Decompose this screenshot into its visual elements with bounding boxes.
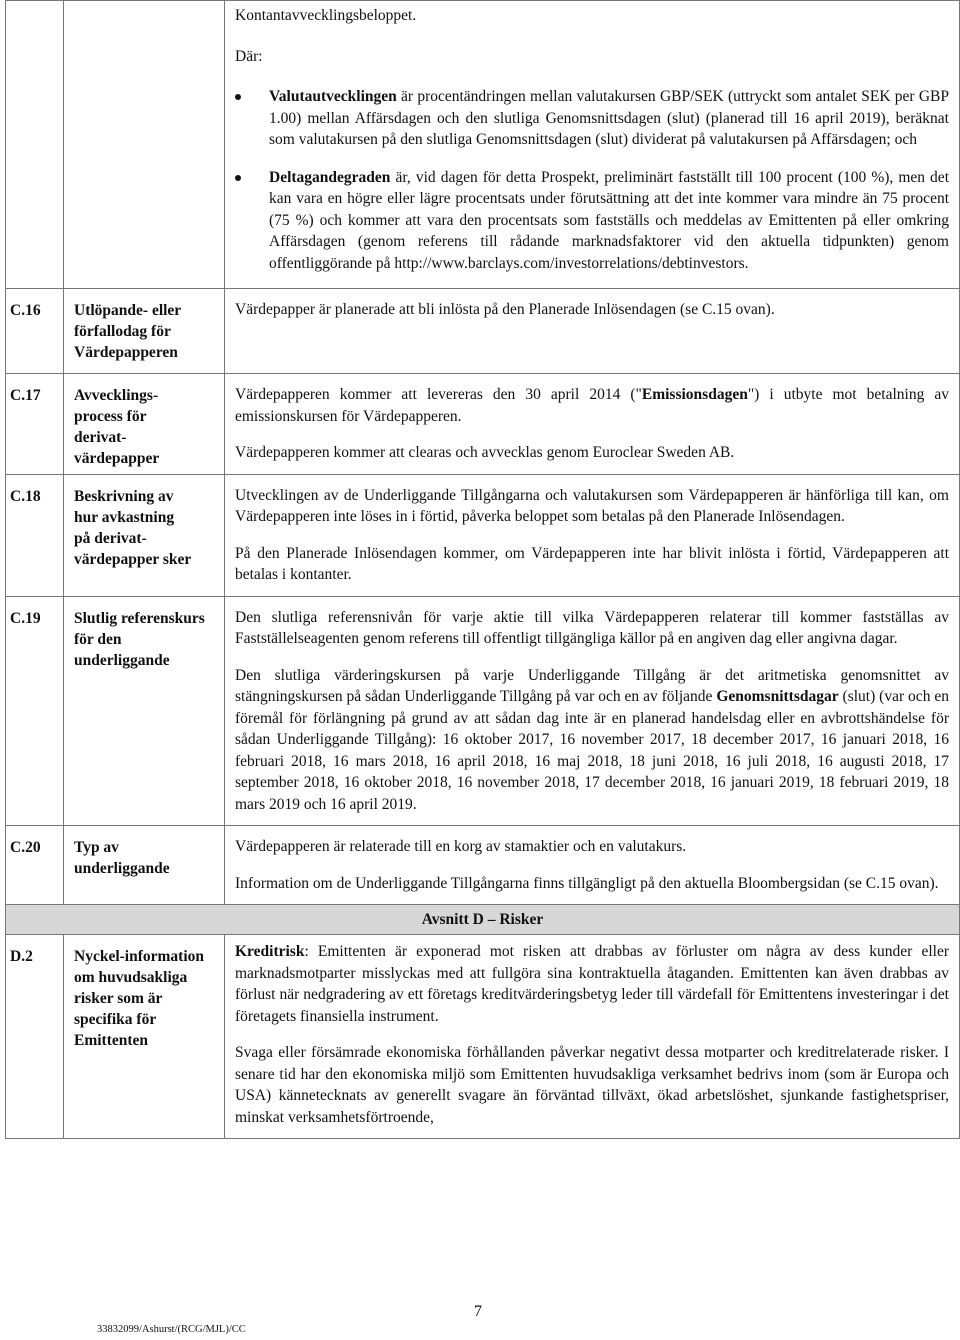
body-paragraph: Svaga eller försämrade ekonomiska förhållanden påverkar negativt dessa motparter och kreditrelaterade risker. I senare tid har den ekonomiska miljö som Emittenten huvudsakliga verksamhet bedrivs inom (som är Europa och USA) kännetecknats av generellt svagare än förväntad tillväxt, ökad arbetslöshet, sjunkande fastighetspriser, minskat verksamhetsförtroende, <box>235 1044 949 1126</box>
body-paragraph: På den Planerade Inlösendagen kommer, om Värdepapperen inte har blivit inlösta i förtid, Värdepapperen att betalas i kontanter. <box>235 544 949 583</box>
element-heading: Slutlig referenskurs för den underliggande <box>74 609 205 669</box>
section-header-row <box>6 905 960 935</box>
body-paragraph: Värdepapper är planerade att bli inlösta på den Planerade Inlösendagen (se C.15 ovan). <box>235 301 775 318</box>
text-run: : Emittenten är exponerad mot risken att drabbas av förluster om några av dess kunder eller marknadsmotparter misslyckas med att fullgöra sina kontraktuella åtaganden. Emittenten kan även drabbas av förlust när nedgradering av ett företags kreditvärderingsbetyg leder till värdefall för Emittentens investeringar i det företagets finansiella instrument. <box>235 943 949 1025</box>
text-run: ") i utbyte mot betalning av emissionskursen för Värdepapperen. <box>235 386 950 425</box>
continuation-body <box>225 1 960 289</box>
definition-fx: är procentändringen mellan valutakursen GBP/SEK (uttryckt som antalet SEK per GBP 1.00) mellan Affärsdagen och den slutliga Genomsnittsdagen (slut) (planerad till 16 april 2019), beräknat som valutakursen på den slutliga Genomsnittsdagen (slut) dividerat på valutakursen på Affärsdagen; och <box>269 88 949 148</box>
element-heading: Utlöpande- eller förfallodag för Värdepapperen <box>74 302 181 361</box>
defined-term: Emissionsdagen <box>641 386 748 403</box>
element-id: C.19 <box>10 609 41 627</box>
row-c20 <box>6 826 960 905</box>
text-run: Den slutliga värderingskursen på varje Underliggande Tillgång är det aritmetiska genomsnittet av stängningskursen på sådan Underliggande Tillgång på var och en av följande <box>235 666 949 705</box>
element-heading: Typ av underliggande <box>74 839 170 877</box>
body-paragraph: Utvecklingen av de Underliggande Tillgångarna och valutakursen som Värdepapperen är hänförliga till kan, om Värdepapperen inte löses in i förtid, påverka beloppet som betalas på den Planerade Inlösendagen. <box>235 486 949 525</box>
definition-list <box>235 86 949 274</box>
document-reference: 33832099/Ashurst/(RCG/MJL)/CC <box>97 1324 246 1335</box>
element-id: C.17 <box>10 387 41 404</box>
body-paragraph: Värdepapperen är relaterade till en korg av stamaktier och en valutakurs. <box>235 838 687 855</box>
row-d2 <box>6 935 960 1139</box>
page-number: 7 <box>474 1303 482 1320</box>
summary-table <box>5 0 960 1139</box>
element-id: C.20 <box>10 839 41 856</box>
id-cell-empty <box>6 1 64 289</box>
defined-term: Kreditrisk <box>235 943 305 960</box>
text-run: Värdepapperen kommer att levereras den 30 april 2014 (" <box>235 386 642 403</box>
term-fx: Valutautvecklingen <box>269 88 397 105</box>
row-c17 <box>6 374 960 475</box>
row-c16 <box>6 289 960 374</box>
body-paragraph <box>235 941 949 1027</box>
definition-item-participation <box>235 167 949 275</box>
text-run: (slut) (var och en föremål för förlängning på grund av att sådan dag inte är en planerad handelsdag eller en avbrottshändelse för sådan Underliggande Tillgång): 16 oktober 2017, 16 november 2017, 18 december 2017, 16 januari 2018, 16 februari 2018, 16 mars 2018, 16 april 2018, 16 maj 2018, 18 juni 2018, 16 juli 2018, 16 augusti 2018, 17 september 2018, 16 oktober 2018, 16 november 2018, 17 december 2018, 16 januari 2019, 18 februari 2019, 18 mars 2019 och 16 april 2019. <box>235 688 949 813</box>
body-paragraph <box>235 665 949 816</box>
term-participation: Deltagandegraden <box>269 168 391 186</box>
where-label: Där: <box>235 47 263 65</box>
body-paragraph <box>235 384 949 427</box>
row-c18 <box>6 474 960 596</box>
defined-term: Genomsnittsdagar <box>716 688 839 705</box>
definition-participation: är, vid dagen för detta Prospekt, preliminärt fastställt till 100 procent (100 %), men det kan vara en högre eller lägre procentsats under förutsättning att det inte kommer vara mindre än 75 procent (75 %) och kommer att vara den procentsats som fastställs och meddelas av Emittenten på eller omkring Affärsdagen (genom referens till rådande marknadsfaktorer vid den aktuella tidpunkten) genom offentliggörande på http://www.barclays.com/investorrelations/debtinvestors. <box>269 168 949 272</box>
body-paragraph: Den slutliga referensnivån för varje aktie till vilka Värdepapperen relaterar till kommer fastställas av Fastställelseagenten genom referens till offentligt tillgängliga källor på en angiven dag eller angivna dagar. <box>235 608 949 647</box>
element-heading: Beskrivning av hur avkastning på derivat-värdepapper sker <box>74 487 192 568</box>
bullet-icon <box>235 94 241 100</box>
bullet-icon <box>235 175 241 181</box>
element-id: C.18 <box>10 487 41 505</box>
element-id: D.2 <box>10 948 33 965</box>
body-paragraph: Värdepapperen kommer att clearas och avvecklas genom Euroclear Sweden AB. <box>235 444 735 461</box>
element-heading: Avvecklings-process för derivat-värdepapper <box>74 387 160 467</box>
element-id: C.16 <box>10 302 41 319</box>
definition-item-fx <box>235 86 949 151</box>
section-title: Avsnitt D – Risker <box>6 905 960 935</box>
body-paragraph: Information om de Underliggande Tillgångarna finns tillgängligt på den aktuella Bloombergsidan (se C.15 ovan). <box>235 874 939 892</box>
row-c19 <box>6 596 960 826</box>
heading-cell-empty <box>64 1 225 289</box>
settlement-amount-text: Kontantavvecklingsbeloppet. <box>235 7 417 24</box>
element-heading: Nyckel-information om huvudsakliga risker som är specifika för Emittenten <box>74 948 205 1049</box>
continuation-row <box>6 1 960 289</box>
